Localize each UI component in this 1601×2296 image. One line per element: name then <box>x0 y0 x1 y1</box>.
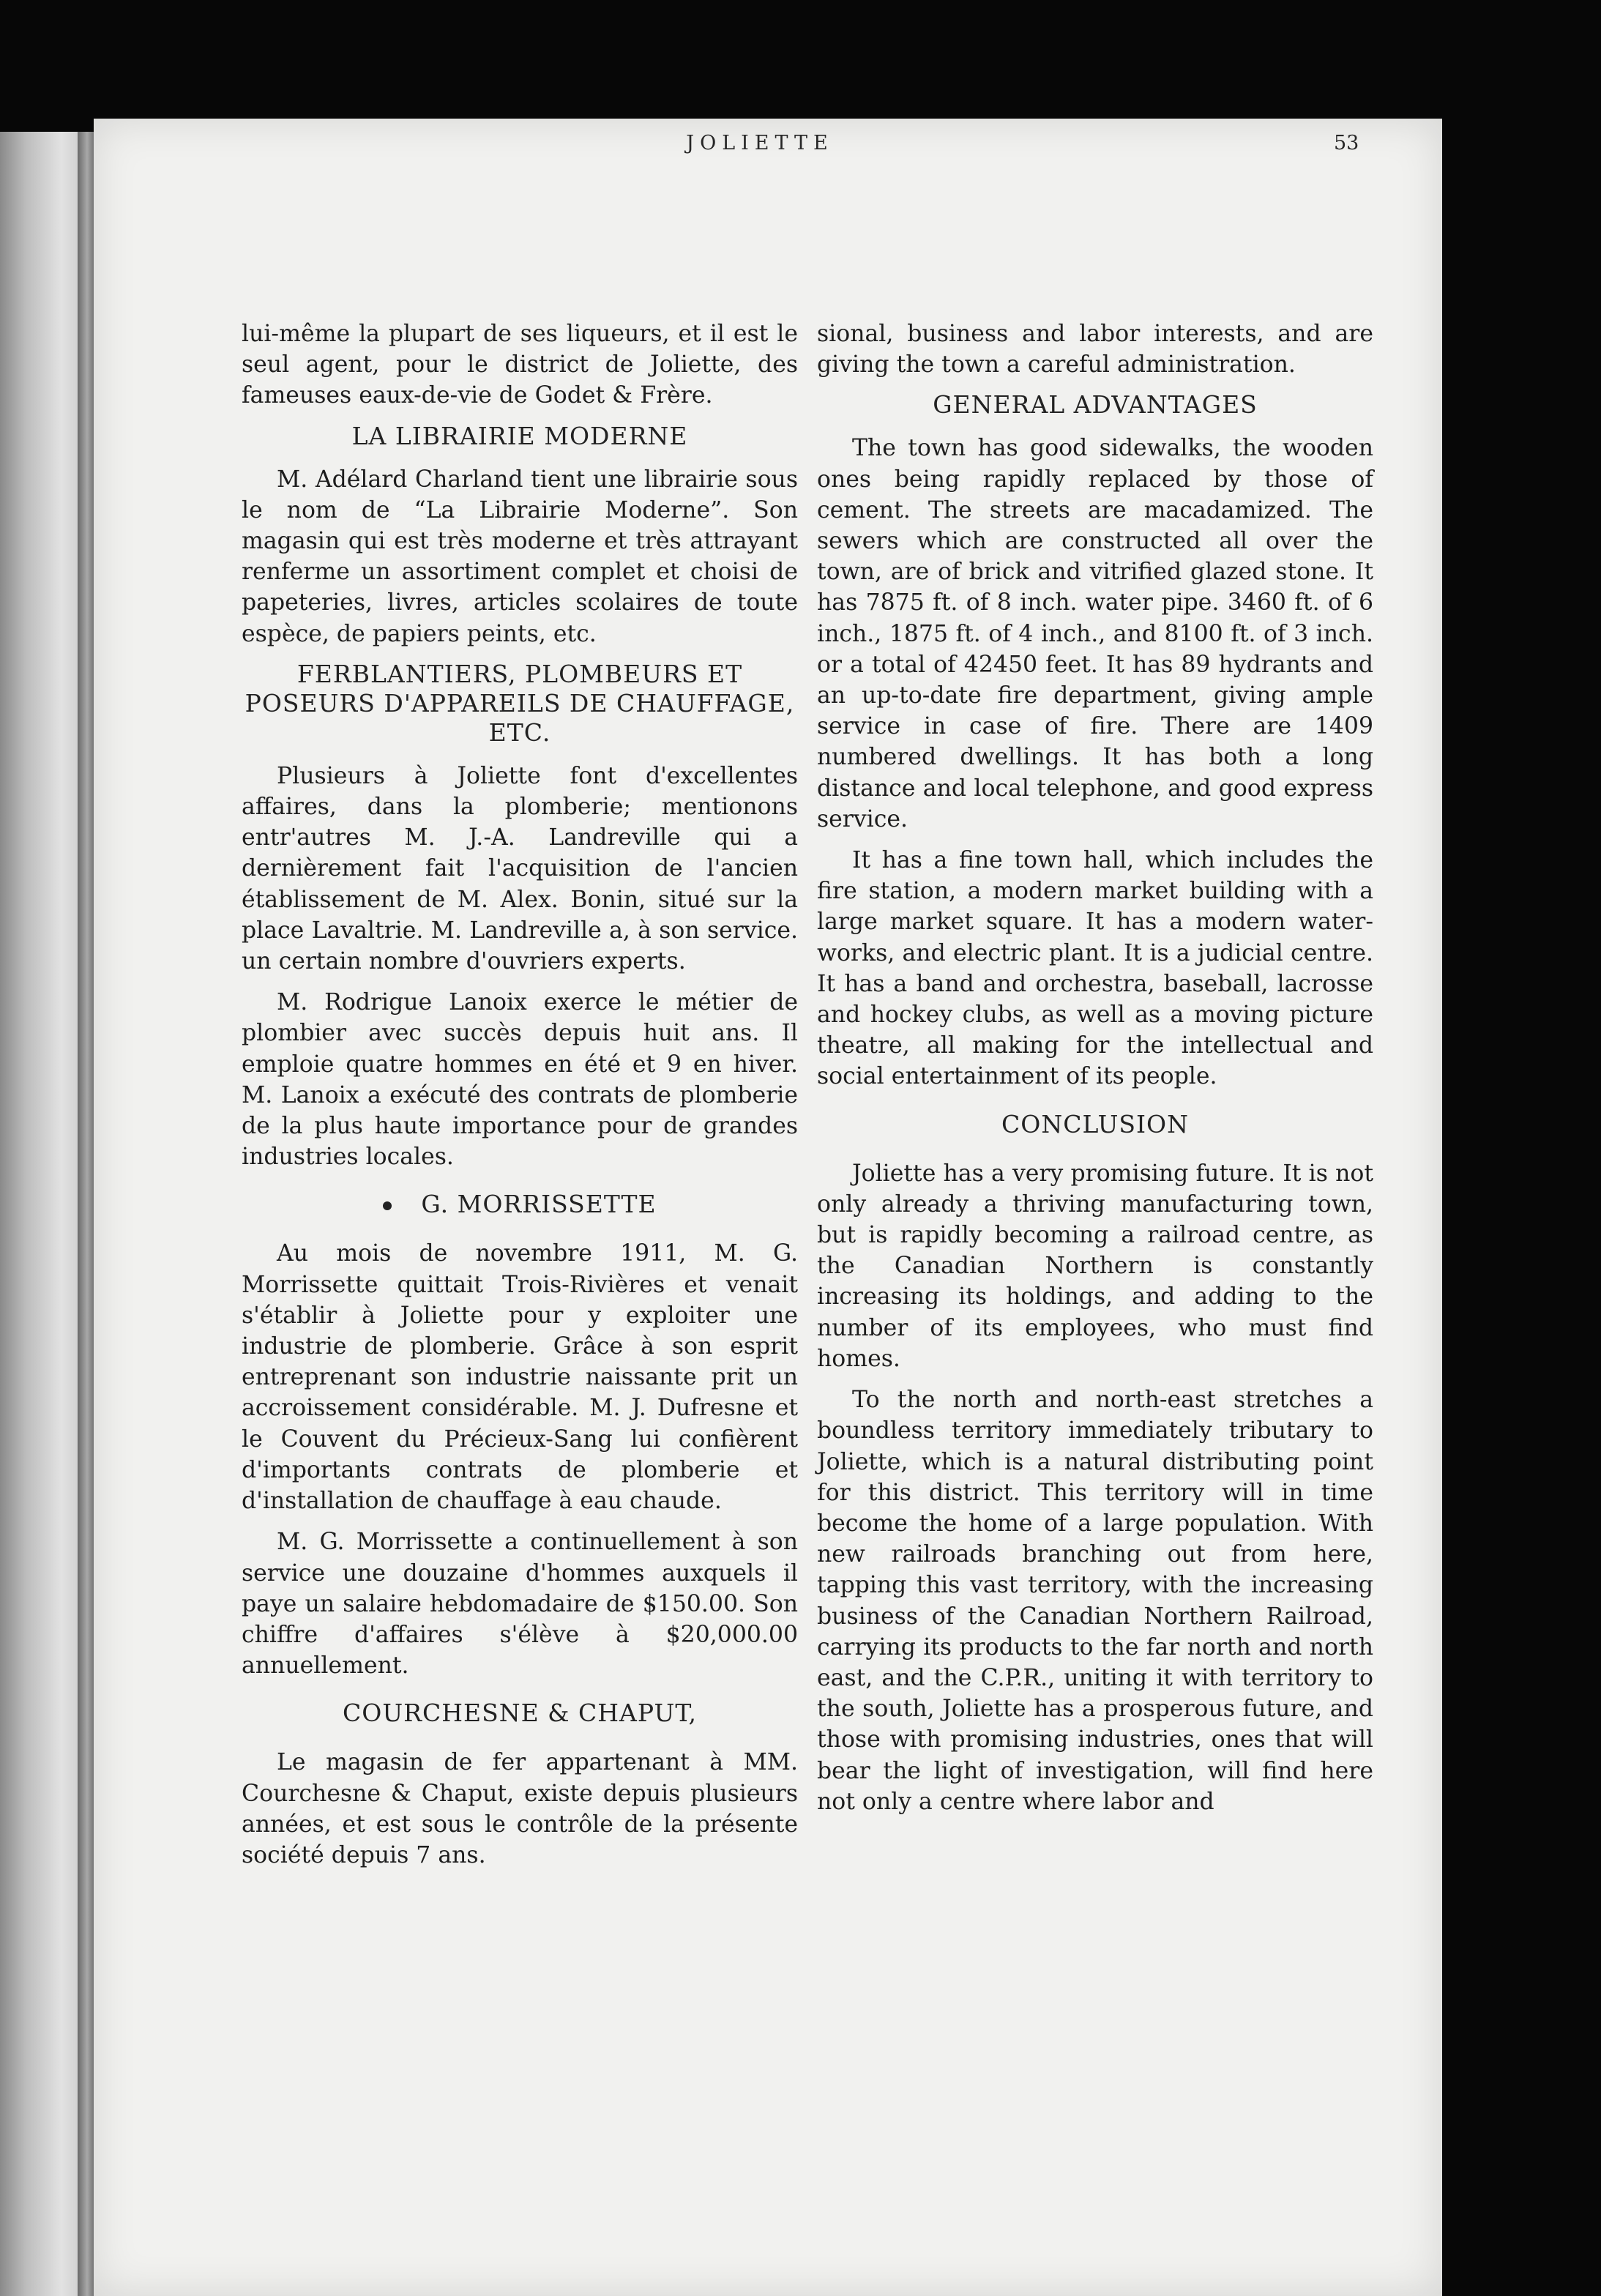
previous-page-edge <box>0 132 88 2296</box>
paragraph: To the north and north-east stretches a boundless territory immediately tributary to Joliette, which is a natural distributing point for this district. This territory will in time become the home of a large population. With new railroads branching out from here, tapping this vast territory, with the increasing business of the Canadian Northern Railroad, carrying its products to the far north and north east, and the C.P.R., uniting it with territory to the south, Joliette has a prosperous future, and those with promising industries, ones that will bear the light of investigation, will find here not only a centre where labor and <box>817 1387 1373 1815</box>
left-column <box>242 318 798 1881</box>
paragraph: Plusieurs à Joliette font d'excellentes affaires, dans la plomberie; mentionons entr'autres M. J.-A. Landreville qui a dernièrement fait l'acquisition de l'ancien établissement de M. Alex. Bonin, situé sur la place Lavaltrie. M. Landreville a, à son service. un certain nombre d'ouvriers experts. <box>242 762 798 975</box>
section-heading: GENERAL ADVANTAGES <box>933 390 1258 420</box>
section-heading-text: G. MORRISSETTE <box>421 1190 657 1219</box>
paragraph: M. Adélard Charland tient une librairie sous le nom de “La Librairie Moderne”. Son magasin qui est très moderne et très attrayant renferme un assortiment complet et choisi de papeteries, livres, articles scolaires de toute espèce, de papiers peints, etc. <box>242 466 798 647</box>
section-heading: LA LIBRAIRIE MODERNE <box>351 421 688 450</box>
paragraph: Le magasin de fer appartenant à MM. Courchesne & Chaput, existe depuis plusieurs années, et est sous le contrôle de la présente société depuis 7 ans. <box>242 1749 798 1868</box>
paragraph: M. Rodrigue Lanoix exerce le métier de plombier avec succès depuis huit ans. Il emploie quatre hommes en été et 9 en hiver. M. Lanoix a exécuté des contrats de plomberie de la plus haute importance pour de grandes industries locales. <box>242 989 798 1171</box>
paragraph: Joliette has a very promising future. It is not only already a thriving manufacturing town, but is rapidly becoming a railroad centre, as the Canadian Northern is constantly increasing its holdings, and adding to the number of its employees, who must find homes. <box>817 1160 1373 1372</box>
right-column <box>817 318 1373 1827</box>
paragraph: It has a fine town hall, which includes the fire station, a modern market building with a large market square. It has a modern water-works, and electric plant. It is a judicial centre. It has a band and orchestra, baseball, lacrosse and hockey clubs, as well as a moving picture theatre, all making for the intellectual and social entertainment of its people. <box>817 847 1373 1090</box>
paragraph: Au mois de novembre 1911, M. G. Morrissette quittait Trois-Rivières et venait s'établir à Joliette pour y exploiter une industrie de plomberie. Grâce à son esprit entreprenant son industrie naissante prit un accroissement considérable. M. J. Dufresne et le Couvent du Précieux-Sang lui confièrent d'importants contrats de plomberie et d'installation de chauffage à eau chaude. <box>242 1240 798 1515</box>
section-heading: FERBLANTIERS, PLOMBEURS ET POSEURS D'APPAREILS DE CHAUFFAGE, ETC. <box>245 659 795 747</box>
paragraph: lui-même la plupart de ses liqueurs, et il est le seul agent, pour le district de Joliette, des fameuses eaux-de-vie de Godet & Frère. <box>242 321 798 409</box>
bullet-mark-icon <box>383 1201 392 1210</box>
section-heading-with-bullet <box>242 1190 798 1219</box>
running-head: JOLIETTE <box>686 132 834 154</box>
paragraph: sional, business and labor interests, and are giving the town a careful administration. <box>817 321 1373 379</box>
paragraph: M. G. Morrissette a continuellement à son service une douzaine d'hommes auxquels il paye un salaire hebdomadaire de $150.00. Son chiffre d'affaires s'élève à $20,000.00 annuellement. <box>242 1529 798 1680</box>
section-heading: COURCHESNE & CHAPUT, <box>343 1699 697 1728</box>
paragraph: The town has good sidewalks, the wooden ones being rapidly replaced by those of cement. The streets are macadamized. The sewers which are constructed all over the town, are of brick and vitrified glazed stone. It has 7875 ft. of 8 inch. water pipe. 3460 ft. of 6 inch., 1875 ft. of 4 inch., and 8100 ft. of 3 inch. or a total of 42450 feet. It has 89 hydrants and an up-to-date fire department, giving ample service in case of fire. There are 1409 numbered dwellings. It has both a long distance and local telephone, and good express service. <box>817 435 1373 832</box>
section-heading: CONCLUSION <box>1001 1109 1189 1138</box>
page-number: 53 <box>1334 132 1359 154</box>
